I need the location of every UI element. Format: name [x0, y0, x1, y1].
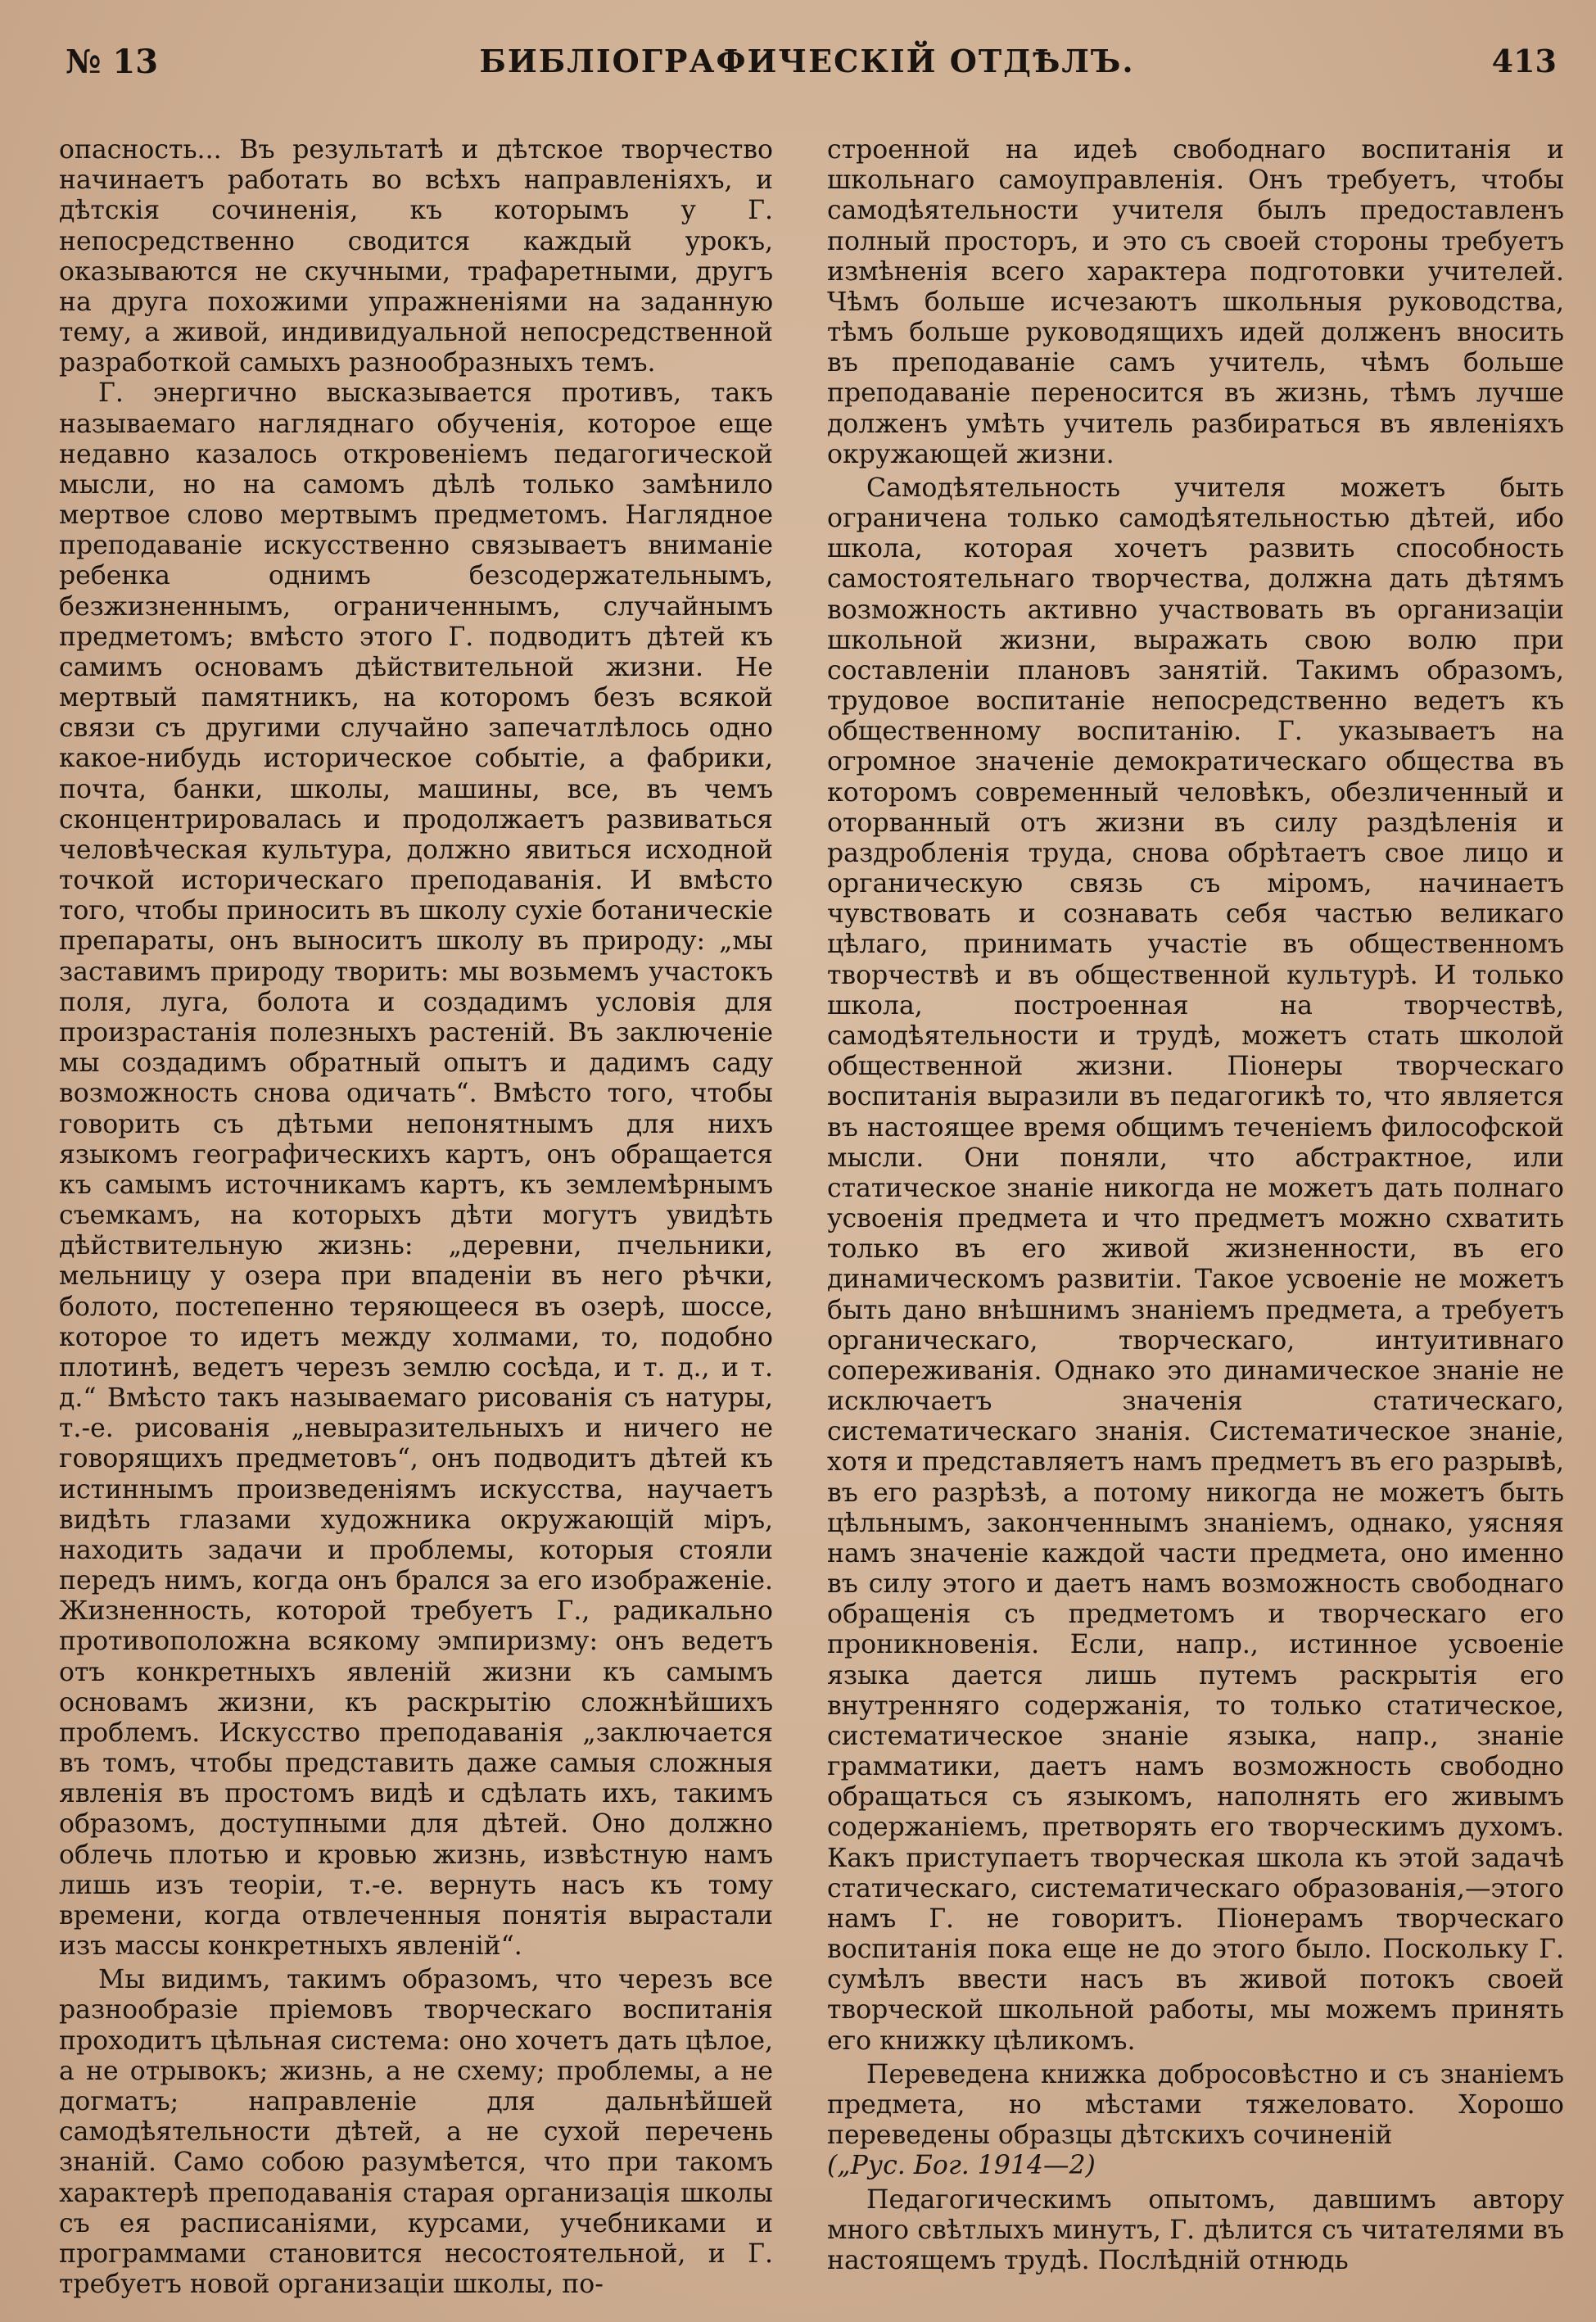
- paragraph: Педагогическимъ опытомъ, давшимъ автору много свѣтлыхъ минутъ, Г. дѣлится съ читателями въ настоящемъ трудѣ. Послѣдній отнюдь: [827, 2184, 1564, 2275]
- issue-number: № 13: [66, 43, 159, 81]
- page-header: [57, 43, 1557, 92]
- paragraph: опасность... Въ результатѣ и дѣтское творчество начинаетъ работать во всѣхъ направленіяхъ, и дѣтскія сочиненія, къ которымъ у Г. непосредственно сводится каждый урокъ, оказываются не скучными, трафаретными, другъ на друга похожими упражненіями на заданную тему, а живой, индивидуальной непосредственной разработкой самыхъ разнообразныхъ темъ.: [59, 135, 773, 378]
- paragraph: строенной на идеѣ свободнаго воспитанія и школьнаго самоуправленія. Онъ требуетъ, чтобы самодѣятельности учителя былъ предоставленъ полный просторъ, и это съ своей стороны требуетъ измѣненія всего характера подготовки учителей. Чѣмъ больше исчезаютъ школьныя руководства, тѣмъ больше руководящихъ идей долженъ вносить въ преподаваніе самъ учитель, чѣмъ больше преподаваніе переносится въ жизнь, тѣмъ лучше долженъ умѣть учитель разбираться въ явленіяхъ окружающей жизни.: [827, 135, 1564, 469]
- paragraph: Г. энергично высказывается противъ, такъ называемаго нагляднаго обученія, которое еще недавно казалось откровеніемъ педагогической мысли, но на самомъ дѣлѣ только замѣнило мертвое слово мертвымъ предметомъ. Наглядное преподаваніе искусственно связываетъ вниманіе ребенка однимъ безсодержательнымъ, безжизненнымъ, ограниченнымъ, случайнымъ предметомъ; вмѣсто этого Г. подводитъ дѣтей къ самимъ основамъ дѣйствительной жизни. Не мертвый памятникъ, на которомъ безъ всякой связи съ другими случайно запечатлѣлось одно какое-нибудь историческое событіе, а фабрики, почта, банки, школы, машины, все, въ чемъ сконцентрировалась и продолжаетъ развиваться человѣческая культура, должно явиться исходной точкой историческаго преподаванія. И вмѣсто того, чтобы приносить въ школу сухіе ботаническіе препараты, онъ выноситъ школу въ природу: „мы заставимъ природу творить: мы возьмемъ участокъ поля, луга, болота и создадимъ условія для произрастанія полезныхъ растеній. Въ заключеніе мы создадимъ обратный опытъ и дадимъ саду возможность снова одичать“. Вмѣсто того, чтобы говорить съ дѣтьми непонятнымъ для нихъ языкомъ географическихъ картъ, онъ обращается къ самымъ источникамъ картъ, къ землемѣрнымъ съемкамъ, на которыхъ дѣти могутъ увидѣть дѣйствительную жизнь: „деревни, пчельники, мельницу у озера при впаденіи въ него рѣчки, болото, постепенно теряющееся въ озерѣ, шоссе, которое то идетъ между холмами, то, подобно плотинѣ, ведетъ черезъ землю сосѣда, и т. д., и т. д.“ Вмѣсто такъ называемаго рисованія съ натуры, т.-е. рисованія „невыразительныхъ и ничего не говорящихъ предметовъ“, онъ подводитъ дѣтей къ истиннымъ произведеніямъ искусства, научаетъ видѣть глазами художника окружающій міръ, находить задачи и проблемы, которыя стояли передъ нимъ, когда онъ брался за его изображеніе. Жизненность, которой требуетъ Г., радикально противоположна всякому эмпиризму: онъ ведетъ отъ конкретныхъ явленій жизни къ самымъ основамъ жизни, къ раскрытію сложнѣйшихъ проблемъ. Искусство преподаванія „заключается въ томъ, чтобы представить даже самыя сложныя явленія въ простомъ видѣ и сдѣлать ихъ, такимъ образомъ, доступными для дѣтей. Оно должно облечь плотью и кровью жизнь, извѣстную намъ лишь изъ теоріи, т.-е. вернуть насъ къ тому времени, когда отвлеченныя понятія вырастали изъ массы конкретныхъ явленій“.: [59, 378, 773, 1962]
- folio-number: 413: [1491, 43, 1557, 79]
- paragraph: Мы видимъ, такимъ образомъ, что черезъ все разнообразіе пріемовъ творческаго воспитанія проходитъ цѣльная система: оно хочетъ дать цѣлое, а не отрывокъ; жизнь, а не схему; проблемы, а не догматъ; направленіе для дальнѣйшей самодѣятельности дѣтей, а не сухой перечень знаній. Само собою разумѣется, что при такомъ характерѣ преподаванія старая организація школы съ ея расписаніями, курсами, учебниками и программами становится несостоятельной, и Г. требуетъ новой организаціи школы, по-: [59, 1965, 773, 2300]
- left-column: [59, 135, 773, 2300]
- right-column: [827, 135, 1564, 2276]
- running-title: БИБЛІОГРАФИЧЕСКІЙ ОТДѢЛЪ.: [479, 43, 1135, 79]
- paragraph: Самодѣятельность учителя можетъ быть ограничена только самодѣятельностью дѣтей, ибо школа, которая хочетъ развить способность самостоятельнаго творчества, должна дать дѣтямъ возможность активно участвовать въ организаціи школьной жизни, выражать свою волю при составленіи плановъ занятій. Такимъ образомъ, трудовое воспитаніе непосредственно ведетъ къ общественному воспитанію. Г. указываетъ на огромное значеніе демократическаго общества въ которомъ современный человѣкъ, обезличенный и оторванный отъ жизни въ силу раздѣленія и раздробленія труда, снова обрѣтаетъ свое лицо и органическую связь съ міромъ, начинаетъ чувствовать и сознавать себя частью великаго цѣлаго, принимать участіе въ общественномъ творчествѣ и въ общественной культурѣ. И только школа, построенная на творчествѣ, самодѣятельности и трудѣ, можетъ стать школой общественной жизни. Піонеры творческаго воспитанія выразили въ педагогикѣ то, что является въ настоящее время общимъ теченіемъ философской мысли. Они поняли, что абстрактное, или статическое знаніе никогда не можетъ дать полнаго усвоенія предмета и что предметъ можно схватить только въ его живой жизненности, въ его динамическомъ развитіи. Такое усвоеніе не можетъ быть дано внѣшнимъ знаніемъ предмета, а требуетъ органическаго, творческаго, интуитивнаго сопереживанія. Однако это динамическое знаніе не исключаетъ значенія статическаго, систематическаго знанія. Систематическое знаніе, хотя и представляетъ намъ предметъ въ его разрывѣ, въ его разрѣзѣ, а потому никогда не можетъ быть цѣльнымъ, законченнымъ знаніемъ, однако, уясняя намъ значеніе каждой части предмета, оно именно въ силу этого и даетъ намъ возможность свободнаго обращенія съ предметомъ и творческаго его проникновенія. Если, напр., истинное усвоеніе языка дается лишь путемъ раскрытія его внутренняго содержанія, то только статическое, систематическое знаніе языка, напр., знаніе грамматики, даетъ намъ возможность свободно обращаться съ языкомъ, наполнять его живымъ содержаніемъ, претворять его творческимъ духомъ. Какъ приступаетъ творческая школа къ этой задачѣ статическаго, систематическаго образованія,—этого намъ Г. не говоритъ. Піонерамъ творческаго воспитанія пока еще не до этого было. Поскольку Г. сумѣлъ ввести насъ въ живой потокъ своей творческой школьной работы, мы можемъ принять его книжку цѣликомъ.: [827, 473, 1564, 2056]
- citation: („Рус. Бог. 1914—2): [827, 2151, 1096, 2181]
- paragraph: Переведена книжка добросовѣстно и съ знаніемъ предмета, но мѣстами тяжеловато. Хорошо переведены образцы дѣтскихъ сочиненій: [827, 2059, 1564, 2151]
